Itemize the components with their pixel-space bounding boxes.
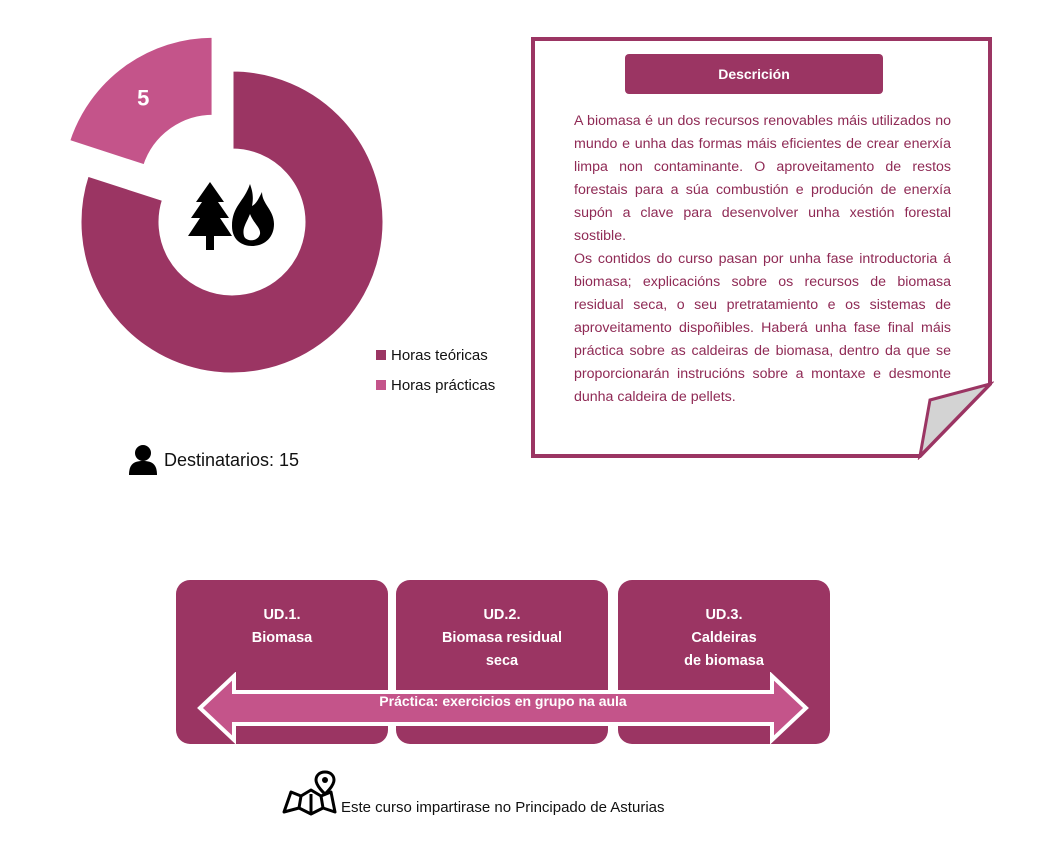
audience bbox=[128, 444, 299, 476]
unit-2-title-line-1: Biomasa residual bbox=[441, 630, 563, 646]
location-label: Este curso impartirase no Principado de Asturias bbox=[341, 799, 665, 816]
unit-3-title-line-1: Caldeiras bbox=[691, 630, 757, 646]
unit-2-title-line-2: seca bbox=[485, 653, 519, 669]
map-pin-icon bbox=[281, 770, 337, 816]
unit-3-title-line-2: de biomasa bbox=[684, 653, 764, 669]
description-body bbox=[574, 110, 951, 409]
unit-2-code: UD.2. bbox=[483, 607, 521, 623]
legend-swatch-practice bbox=[376, 380, 386, 390]
location bbox=[281, 770, 665, 816]
description-title: Descrición bbox=[625, 54, 883, 94]
description-paragraph-2: Os contidos do curso pasan por unha fase introductoria á biomasa; explicacións sobre os recursos de biomasa residual seca, o seu pretratamiento e os sistemas de aproveitamento dispoñibles. Haberá unha fase final máis práctica sobre as caldeiras de biomasa, dentro da que se proporcionarán instrucións sobre a montaxe e desmonte dunha caldeira de pellets. bbox=[574, 251, 951, 405]
legend-label-theory: Horas teóricas bbox=[391, 346, 488, 364]
unit-3-code: UD.3. bbox=[705, 607, 743, 623]
donut-label-2: 5 bbox=[137, 85, 150, 111]
donut-label-1: 20 bbox=[325, 340, 351, 366]
donut-chart bbox=[0, 0, 400, 400]
description-paragraph-1: A biomasa é un dos recursos renovables máis utilizados no mundo e unha das formas máis eficientes de crear enerxía limpa non contaminante. O aproveitamento de restos forestais para a súa combustión e produción de enerxía supón a clave para desenvolver unha xestión forestal sostible. bbox=[574, 113, 951, 244]
legend-item-theory bbox=[376, 340, 495, 370]
unit-1-title: Biomasa bbox=[251, 630, 313, 646]
audience-label: Destinatarios: 15 bbox=[164, 449, 300, 470]
practice-label: Práctica: exercicios en grupo na aula bbox=[379, 693, 627, 709]
legend-label-practice: Horas prácticas bbox=[391, 376, 496, 394]
legend-swatch-theory bbox=[376, 350, 386, 360]
chart-legend bbox=[376, 340, 495, 400]
unit-1-code: UD.1. bbox=[263, 607, 301, 623]
person-icon bbox=[128, 444, 158, 476]
legend-item-practice bbox=[376, 370, 495, 400]
description-card bbox=[530, 36, 994, 460]
forest-fire-icon bbox=[188, 182, 274, 250]
